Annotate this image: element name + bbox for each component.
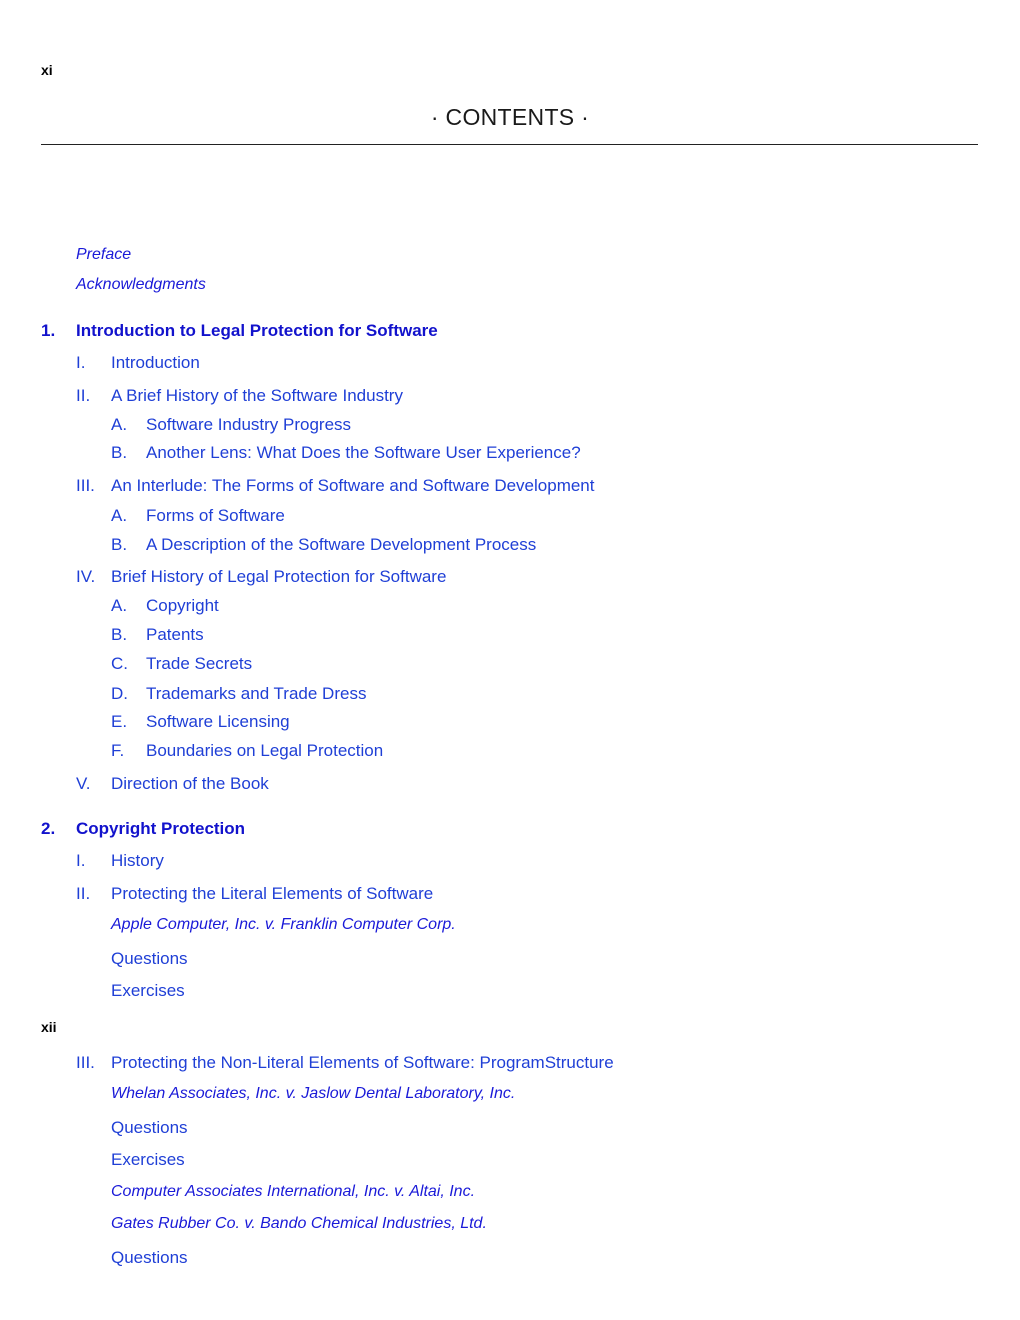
contents-heading: · CONTENTS · xyxy=(430,104,590,130)
toc-link-preface[interactable]: Preface xyxy=(76,246,132,263)
section-number: I. xyxy=(76,851,86,870)
section-number: I. xyxy=(76,353,86,372)
toc-link-literal-elements[interactable]: Protecting the Literal Elements of Software xyxy=(111,884,434,903)
toc-link-direction-of-book[interactable]: Direction of the Book xyxy=(111,774,269,793)
section-number: IV. xyxy=(76,567,96,586)
toc-link-history[interactable]: History xyxy=(111,851,164,870)
toc-link-case-gates-rubber[interactable]: Gates Rubber Co. v. Bando Chemical Industries, Ltd. xyxy=(111,1215,487,1232)
toc-link-patents[interactable]: Patents xyxy=(146,625,204,644)
subsection-letter: A. xyxy=(111,596,128,615)
toc-link-exercises[interactable]: Exercises xyxy=(111,981,185,1000)
page-number: xi xyxy=(41,62,53,78)
section-number: III. xyxy=(76,1053,95,1072)
chapter-number: 2. xyxy=(41,819,56,838)
subsection-letter: F. xyxy=(111,741,125,760)
toc-link-development-process[interactable]: A Description of the Software Development Process xyxy=(146,535,537,554)
section-number: II. xyxy=(76,386,91,405)
page-number: xii xyxy=(41,1019,57,1035)
toc-link-software-industry-history[interactable]: A Brief History of the Software Industry xyxy=(111,386,403,405)
toc-link-software-industry-progress[interactable]: Software Industry Progress xyxy=(146,415,352,434)
toc-link-case-whelan[interactable]: Whelan Associates, Inc. v. Jaslow Dental Laboratory, Inc. xyxy=(111,1085,516,1102)
toc-link-boundaries[interactable]: Boundaries on Legal Protection xyxy=(146,741,384,760)
subsection-letter: B. xyxy=(111,443,128,462)
toc-link-case-apple-v-franklin[interactable]: Apple Computer, Inc. v. Franklin Computer Corp. xyxy=(111,916,456,933)
toc-link-another-lens[interactable]: Another Lens: What Does the Software User Experience? xyxy=(146,443,581,462)
toc-link-exercises[interactable]: Exercises xyxy=(111,1150,185,1169)
section-number: II. xyxy=(76,884,91,903)
toc-link-software-licensing[interactable]: Software Licensing xyxy=(146,712,290,731)
heading-divider xyxy=(41,144,978,145)
subsection-letter: D. xyxy=(111,684,128,703)
subsection-letter: B. xyxy=(111,625,128,644)
toc-link-questions[interactable]: Questions xyxy=(111,1248,188,1267)
toc-link-case-computer-associates[interactable]: Computer Associates International, Inc. v. Altai, Inc. xyxy=(111,1183,476,1200)
toc-link-forms-of-software[interactable]: Forms of Software xyxy=(146,506,285,525)
toc-link-chapter-2[interactable]: Copyright Protection xyxy=(76,819,246,838)
toc-link-chapter-1[interactable]: Introduction to Legal Protection for Software xyxy=(76,321,438,340)
toc-link-trademarks[interactable]: Trademarks and Trade Dress xyxy=(146,684,367,703)
subsection-letter: A. xyxy=(111,415,128,434)
toc-link-introduction[interactable]: Introduction xyxy=(111,353,200,372)
toc-link-copyright[interactable]: Copyright xyxy=(146,596,219,615)
toc-link-acknowledgments[interactable]: Acknowledgments xyxy=(76,276,206,293)
toc-link-questions[interactable]: Questions xyxy=(111,1118,188,1137)
section-number: III. xyxy=(76,476,95,495)
subsection-letter: E. xyxy=(111,712,128,731)
chapter-number: 1. xyxy=(41,321,56,340)
subsection-letter: B. xyxy=(111,535,128,554)
section-number: V. xyxy=(76,774,91,793)
toc-link-trade-secrets[interactable]: Trade Secrets xyxy=(146,654,253,673)
toc-link-non-literal-elements[interactable]: Protecting the Non-Literal Elements of Software: ProgramStructure xyxy=(111,1053,614,1072)
toc-link-legal-protection-history[interactable]: Brief History of Legal Protection for Software xyxy=(111,567,447,586)
subsection-letter: C. xyxy=(111,654,128,673)
toc-link-interlude[interactable]: An Interlude: The Forms of Software and Software Development xyxy=(111,476,595,495)
subsection-letter: A. xyxy=(111,506,128,525)
toc-link-questions[interactable]: Questions xyxy=(111,949,188,968)
